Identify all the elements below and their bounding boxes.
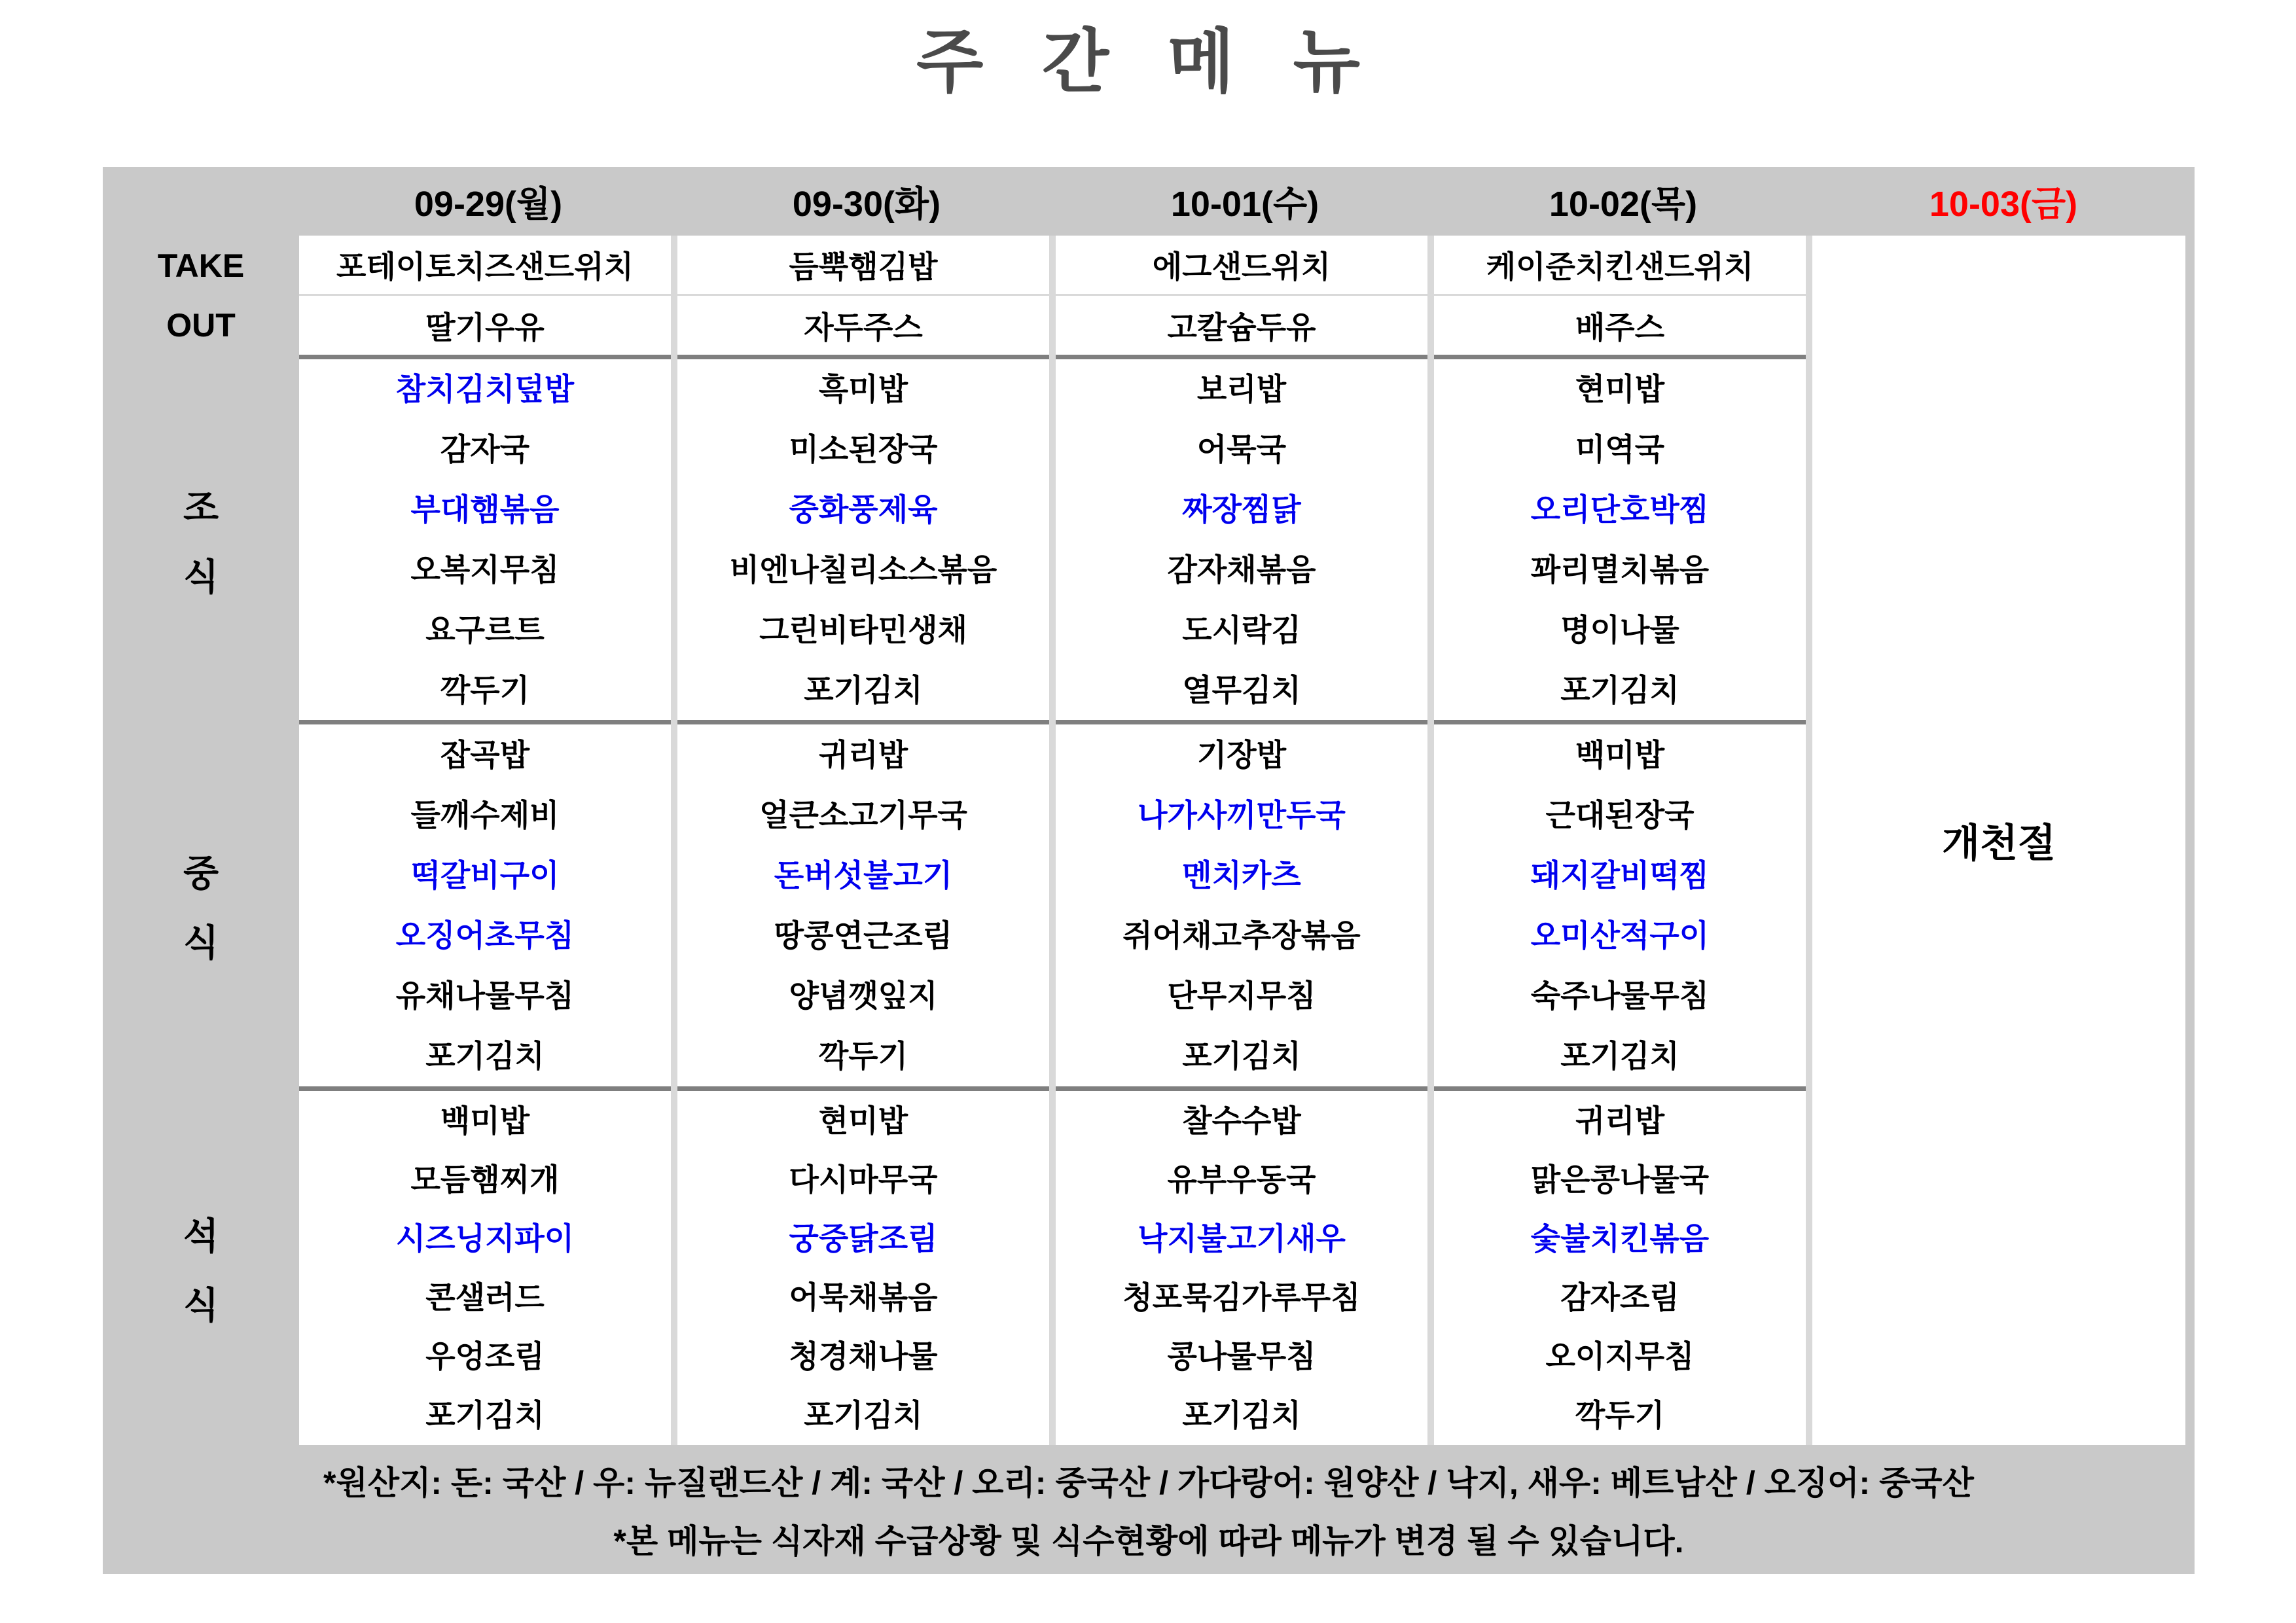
- menu-item: 감자조림: [1560, 1280, 1679, 1315]
- menu-item: 귀리밥: [1575, 1103, 1665, 1138]
- section-divider: [1056, 720, 1427, 724]
- day-column-3: [1056, 236, 1434, 1445]
- menu-item: 콩나물무침: [1167, 1339, 1316, 1374]
- menu-item: 미소된장국: [789, 432, 938, 467]
- menu-item: 포기김치: [1560, 1039, 1679, 1074]
- menu-item: 시즈닝지파이: [395, 1221, 575, 1256]
- menu-item: 포기김치: [425, 1398, 545, 1433]
- dinner-cell: [1434, 1091, 1806, 1445]
- menu-item: 중화풍제육: [789, 492, 938, 527]
- row-header-gap: [103, 355, 299, 359]
- takeout-drink-cell: 고칼슘두유: [1056, 296, 1427, 355]
- menu-item: 포기김치: [1182, 1039, 1301, 1074]
- row-header-dinner-line2: 식: [183, 1284, 219, 1326]
- table-body: [103, 236, 2195, 1445]
- lunch-cell: [299, 724, 671, 1086]
- day-column-2: [677, 236, 1056, 1445]
- menu-item: 얼큰소고기무국: [759, 797, 967, 832]
- holiday-label: 개천절: [1942, 821, 2056, 865]
- takeout-drink-cell: 배주스: [1434, 296, 1806, 355]
- dinner-cell: [677, 1091, 1049, 1445]
- menu-item: 포기김치: [425, 1039, 545, 1074]
- holiday-cell: [1812, 236, 2185, 1445]
- takeout-main-cell: 듬뿍햄김밥: [677, 236, 1049, 296]
- menu-item: 들깨수제비: [410, 797, 560, 832]
- section-divider: [677, 1086, 1049, 1091]
- takeout-drink-cell: 자두주스: [677, 296, 1049, 355]
- menu-item: 현미밥: [818, 1103, 908, 1138]
- date-header-corner: [103, 167, 299, 236]
- section-divider: [1434, 355, 1806, 359]
- lunch-cell: [677, 724, 1049, 1086]
- row-header-lunch: [103, 724, 299, 1086]
- menu-item: 양념깻잎지: [789, 978, 938, 1014]
- row-header-dinner: [103, 1091, 299, 1445]
- breakfast-cell: [1056, 359, 1427, 720]
- menu-item: 깍두기: [440, 672, 530, 707]
- menu-item: 쥐어채고추장볶음: [1122, 918, 1361, 954]
- menu-item: 떡갈비구이: [410, 857, 560, 893]
- date-header-fri-holiday: 10-03(금): [1929, 185, 2078, 224]
- date-header-wed: 10-01(수): [1170, 185, 1319, 224]
- menu-item: 땅콩연근조림: [774, 918, 953, 954]
- menu-item: 도시락김: [1182, 612, 1301, 647]
- menu-item: 참치김치덮밥: [395, 372, 575, 407]
- menu-table: [103, 167, 2195, 1574]
- menu-item: 짜장찜닭: [1182, 492, 1301, 527]
- menu-item: 돼지갈비떡찜: [1530, 857, 1710, 893]
- row-header-breakfast-line2: 식: [183, 556, 219, 597]
- date-header-tue: 09-30(화): [792, 185, 941, 224]
- menu-item: 요구르트: [425, 612, 545, 647]
- menu-item: 그린비타민생채: [759, 612, 967, 647]
- menu-item: 단무지무침: [1167, 978, 1316, 1014]
- breakfast-cell: [1434, 359, 1806, 720]
- section-divider: [299, 1086, 671, 1091]
- breakfast-cell: [677, 359, 1049, 720]
- holiday-column: [1812, 236, 2195, 1445]
- menu-item: 낙지불고기새우: [1138, 1221, 1346, 1256]
- menu-item: 우엉조림: [425, 1339, 545, 1374]
- menu-item: 멘치카츠: [1182, 857, 1301, 893]
- section-divider: [299, 720, 671, 724]
- menu-item: 미역국: [1575, 432, 1665, 467]
- menu-item: 오미산적구이: [1530, 918, 1710, 954]
- menu-item: 현미밥: [1575, 372, 1665, 407]
- menu-item: 꽈리멸치볶음: [1530, 552, 1710, 587]
- row-header-takeout-line1: TAKE: [157, 247, 245, 284]
- menu-item: 포기김치: [804, 1398, 923, 1433]
- day-column-4: [1434, 236, 1812, 1445]
- row-header-takeout-line2: OUT: [166, 306, 236, 344]
- takeout-main-cell: 포테이토치즈샌드위치: [299, 236, 671, 296]
- menu-item: 콘샐러드: [425, 1280, 545, 1315]
- menu-item: 유부우동국: [1167, 1162, 1316, 1197]
- dinner-cell: [1056, 1091, 1427, 1445]
- row-header-breakfast-line1: 조: [183, 486, 219, 528]
- section-divider: [1056, 355, 1427, 359]
- menu-item: 부대햄볶음: [410, 492, 560, 527]
- menu-item: 포기김치: [804, 672, 923, 707]
- lunch-cell: [1056, 724, 1427, 1086]
- takeout-main-cell: 에그샌드위치: [1056, 236, 1427, 296]
- row-header-takeout: [103, 236, 299, 355]
- menu-item: 기장밥: [1196, 737, 1287, 772]
- menu-item: 오리단호박찜: [1530, 492, 1710, 527]
- menu-item: 보리밥: [1196, 372, 1287, 407]
- date-header-row: [103, 167, 2195, 236]
- menu-item: 깍두기: [818, 1039, 908, 1074]
- section-divider: [1056, 1086, 1427, 1091]
- menu-item: 모듬햄찌개: [410, 1162, 560, 1197]
- menu-item: 흑미밥: [818, 372, 908, 407]
- section-divider: [1434, 720, 1806, 724]
- takeout-main-cell: 케이준치킨샌드위치: [1434, 236, 1806, 296]
- dinner-cell: [299, 1091, 671, 1445]
- menu-item: 숙주나물무침: [1530, 978, 1710, 1014]
- row-header-breakfast: [103, 359, 299, 720]
- menu-item: 궁중닭조림: [789, 1221, 938, 1256]
- footer-origin-note: *원산지: 돈: 국산 / 우: 뉴질랜드산 / 계: 국산 / 오리: 중국산 / 가다랑어: 원양산 / 낙지, 새우: 베트남산 / 오징어: 중국산: [323, 1464, 1974, 1501]
- menu-item: 열무김치: [1182, 672, 1301, 707]
- row-header-lunch-line1: 중: [183, 852, 219, 894]
- menu-item: 어묵국: [1196, 432, 1287, 467]
- menu-item: 감자채볶음: [1167, 552, 1316, 587]
- menu-item: 청포묵김가루무침: [1122, 1280, 1361, 1315]
- section-divider: [677, 355, 1049, 359]
- menu-item: 근대된장국: [1545, 797, 1695, 832]
- section-divider: [299, 355, 671, 359]
- row-header-gap: [103, 720, 299, 724]
- menu-item: 청경채나물: [789, 1339, 938, 1374]
- date-header-mon: 09-29(월): [414, 185, 563, 224]
- takeout-drink-cell: 딸기우유: [299, 296, 671, 355]
- menu-item: 포기김치: [1560, 672, 1679, 707]
- menu-item: 귀리밥: [818, 737, 908, 772]
- menu-item: 잡곡밥: [440, 737, 530, 772]
- menu-item: 비엔나칠리소스볶음: [729, 552, 997, 587]
- menu-item: 포기김치: [1182, 1398, 1301, 1433]
- menu-item: 유채나물무침: [395, 978, 575, 1014]
- menu-item: 맑은콩나물국: [1530, 1162, 1710, 1197]
- row-header-gap: [103, 1086, 299, 1091]
- menu-item: 다시마무국: [789, 1162, 938, 1197]
- menu-item: 찰수수밥: [1182, 1103, 1301, 1138]
- menu-item: 백미밥: [440, 1103, 530, 1138]
- date-header-thu: 10-02(목): [1549, 185, 1698, 224]
- row-header-dinner-line1: 석: [183, 1215, 219, 1257]
- menu-item: 나가사끼만두국: [1138, 797, 1346, 832]
- section-divider: [1434, 1086, 1806, 1091]
- menu-item: 숯불치킨볶음: [1530, 1221, 1710, 1256]
- row-header-column: [103, 236, 299, 1445]
- section-divider: [677, 720, 1049, 724]
- menu-item: 오이지무침: [1545, 1339, 1695, 1374]
- breakfast-cell: [299, 359, 671, 720]
- menu-item: 오징어초무침: [395, 918, 575, 954]
- menu-item: 오복지무침: [410, 552, 560, 587]
- row-header-lunch-line2: 식: [183, 921, 219, 963]
- page-title: 주 간 메 뉴: [916, 24, 1380, 101]
- menu-item: 깍두기: [1575, 1398, 1665, 1433]
- menu-item: 명이나물: [1560, 612, 1679, 647]
- day-column-1: [299, 236, 677, 1445]
- footer-change-note: *본 메뉴는 식자재 수급상황 및 식수현황에 따라 메뉴가 변경 될 수 있습니다.: [613, 1523, 1684, 1560]
- table-footer: [103, 1445, 2195, 1574]
- menu-item: 감자국: [440, 432, 530, 467]
- menu-item: 돈버섯불고기: [774, 857, 953, 893]
- lunch-cell: [1434, 724, 1806, 1086]
- menu-item: 백미밥: [1575, 737, 1665, 772]
- menu-item: 어묵채볶음: [789, 1280, 938, 1315]
